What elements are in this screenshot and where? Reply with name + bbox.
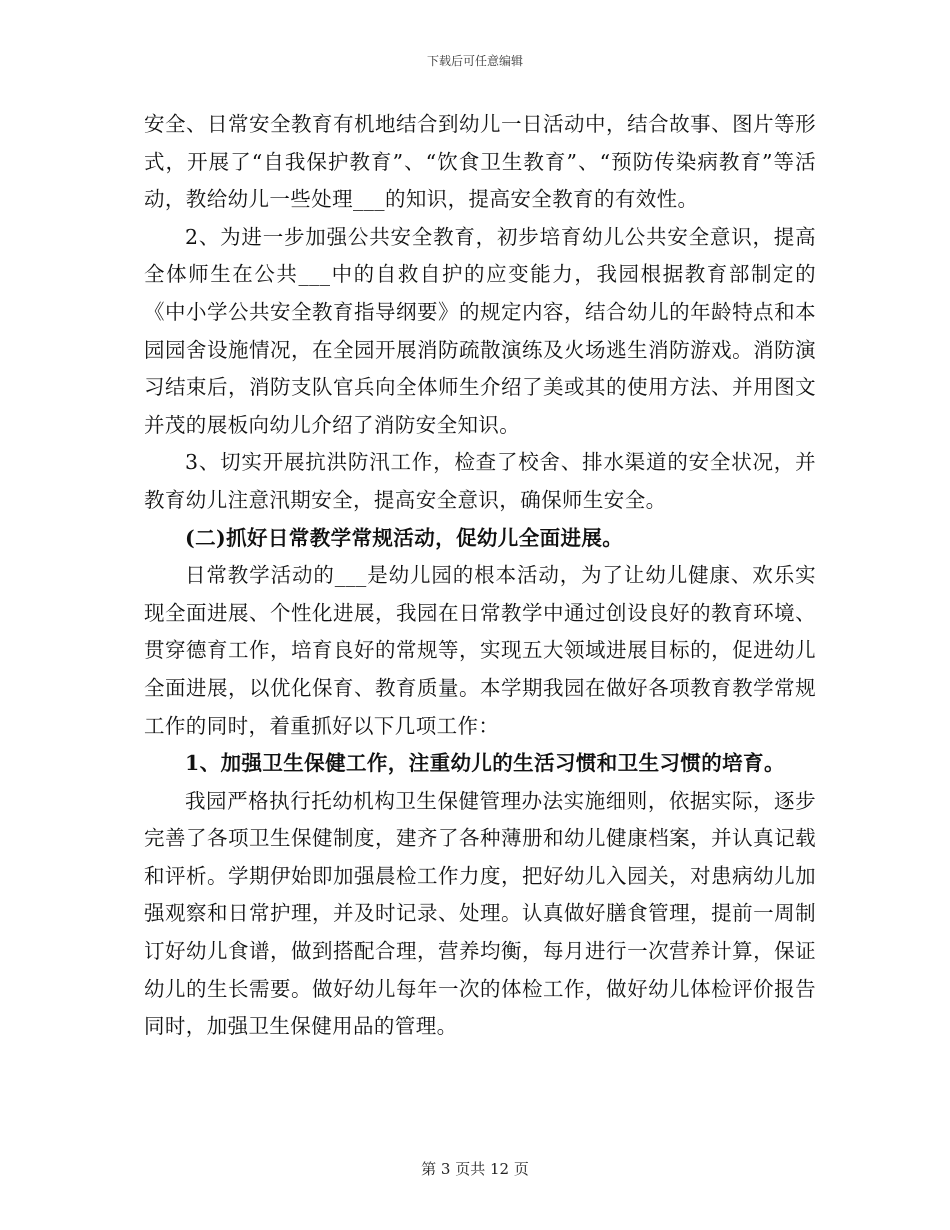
- subheading-health-care: 1、加强卫生保健工作，注重幼儿的生活习惯和卫生习惯的培育。: [185, 751, 785, 776]
- page-number-footer: 第 3 页共 12 页: [421, 1160, 529, 1178]
- paragraph-public-safety: 2、为进一步加强公共安全教育，初步培育幼儿公共安全意识，提高全体师生在公共___中的自救自护的应变能力，我园根据教育部制定的《中小学公共安全教育指导纲要》的规定内容，结合幼儿的年龄特点和本园园舍设施情况，在全园开展消防疏散演练及火场逃生消防游戏。消防演习结束后，消防支队官兵向全体师生介绍了美或其的使用方法、并用图文并茂的展板向幼儿介绍了消防安全知识。: [144, 224, 816, 437]
- paragraph-health-care: 我园严格执行托幼机构卫生保健管理办法实施细则，依据实际，逐步完善了各项卫生保健制度，建齐了各种薄册和幼儿健康档案，并认真记载和评析。学期伊始即加强晨检工作力度，把好幼儿入园关，对患病幼儿加强观察和日常护理，并及时记录、处理。认真做好膳食管理，提前一周制订好幼儿食谱，做到搭配合理，营养均衡，每月进行一次营养计算，保证幼儿的生长需要。做好幼儿每年一次的体检工作，做好幼儿体检评价报告同时，加强卫生保健用品的管理。: [144, 788, 816, 1039]
- paragraph-flood-prevention: 3、切实开展抗洪防汛工作，检查了校舍、排水渠道的安全状况，并教育幼儿注意汛期安全，提高安全意识，确保师生安全。: [144, 450, 816, 512]
- page-header: 下载后可任意编辑: [426, 54, 523, 68]
- document-body: [144, 106, 816, 1046]
- paragraph-daily-teaching: 日常教学活动的___是幼儿园的根本活动，为了让幼儿健康、欢乐实现全面进展、个性化进展，我园在日常教学中通过创设良好的教育环境、贯穿德育工作，培育良好的常规等，实现五大领域进展目标的，促进幼儿全面进展，以优化保育、教育质量。本学期我园在做好各项教育教学常规工作的同时，着重抓好以下几项工作：: [144, 563, 816, 738]
- paragraph-safety-education: 安全、日常安全教育有机地结合到幼儿一日活动中，结合故事、图片等形式，开展了“自我保护教育”、“饮食卫生教育”、“预防传染病教育”等活动，教给幼儿一些处理___的知识，提高安全教育的有效性。: [144, 112, 816, 212]
- section-heading-teaching-routine: (二)抓好日常教学常规活动，促幼儿全面进展。: [185, 525, 624, 550]
